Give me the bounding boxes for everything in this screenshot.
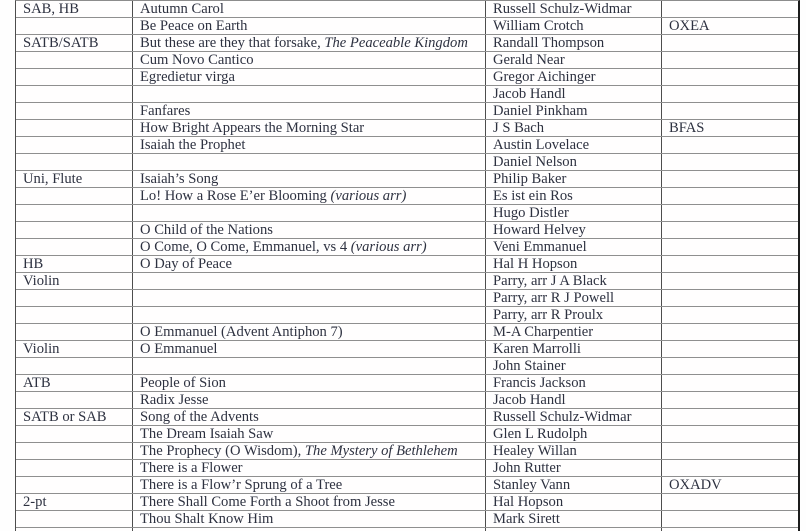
code-cell bbox=[662, 358, 798, 374]
title-text: O Emmanuel (Advent Antiphon 7) bbox=[140, 324, 343, 340]
code-cell bbox=[662, 103, 798, 119]
table-row bbox=[16, 392, 798, 409]
title-text: But these are they that forsake, bbox=[140, 35, 325, 51]
title-cell bbox=[133, 273, 486, 289]
title-cell bbox=[133, 137, 486, 153]
title-text: There Shall Come Forth a Shoot from Jesse bbox=[140, 494, 395, 510]
voicing-cell: SATB/SATB bbox=[16, 35, 133, 51]
voicing-cell: Uni, Flute bbox=[16, 171, 133, 187]
voicing-cell bbox=[16, 154, 133, 170]
voicing-cell bbox=[16, 137, 133, 153]
title-text: Fanfares bbox=[140, 103, 191, 119]
title-text: People of Sion bbox=[140, 375, 226, 391]
composer-cell: Daniel Nelson bbox=[486, 154, 662, 170]
table-row bbox=[16, 409, 798, 426]
composer-cell: Austin Lovelace bbox=[486, 137, 662, 153]
composer-cell: Daniel Pinkham bbox=[486, 103, 662, 119]
composer-cell: Gregor Aichinger bbox=[486, 69, 662, 85]
voicing-cell bbox=[16, 52, 133, 68]
code-cell bbox=[662, 188, 798, 204]
code-cell bbox=[662, 239, 798, 255]
voicing-cell: SATB or SAB bbox=[16, 409, 133, 425]
code-cell bbox=[662, 324, 798, 340]
code-cell bbox=[662, 1, 798, 17]
table-row bbox=[16, 426, 798, 443]
code-cell bbox=[662, 86, 798, 102]
title-text: How Bright Appears the Morning Star bbox=[140, 120, 365, 136]
composer-cell: J S Bach bbox=[486, 120, 662, 136]
table-row bbox=[16, 494, 798, 511]
code-cell bbox=[662, 273, 798, 289]
composer-cell: Stanley Vann bbox=[486, 477, 662, 493]
composer-cell: Hal Hopson bbox=[486, 494, 662, 510]
voicing-cell: Violin bbox=[16, 341, 133, 357]
voicing-cell bbox=[16, 443, 133, 459]
table-row bbox=[16, 120, 798, 137]
code-cell bbox=[662, 409, 798, 425]
voicing-cell bbox=[16, 477, 133, 493]
title-text: Autumn Carol bbox=[140, 1, 224, 17]
title-cell bbox=[133, 1, 486, 17]
title-text: O Child of the Nations bbox=[140, 222, 273, 238]
table-row bbox=[16, 239, 798, 256]
title-cell bbox=[133, 290, 486, 306]
title-cell bbox=[133, 205, 486, 221]
title-cell bbox=[133, 256, 486, 272]
title-text: There is a Flower bbox=[140, 460, 243, 476]
table-row bbox=[16, 154, 798, 171]
voicing-cell bbox=[16, 460, 133, 476]
table-row bbox=[16, 205, 798, 222]
title-cell bbox=[133, 392, 486, 408]
composer-cell: Mark Sirett bbox=[486, 511, 662, 527]
composer-cell: Es ist ein Ros bbox=[486, 188, 662, 204]
title-text: Isaiah’s Song bbox=[140, 171, 219, 187]
table-row bbox=[16, 443, 798, 460]
voicing-cell: 2-pt bbox=[16, 494, 133, 510]
title-text: O Emmanuel bbox=[140, 341, 218, 357]
table-row bbox=[16, 222, 798, 239]
table-row bbox=[16, 69, 798, 86]
table-row bbox=[16, 460, 798, 477]
table-row bbox=[16, 86, 798, 103]
title-text: Radix Jesse bbox=[140, 392, 209, 408]
code-cell: OXEA bbox=[669, 18, 710, 34]
table-row bbox=[16, 18, 798, 35]
table-row bbox=[16, 375, 798, 392]
voicing-cell bbox=[16, 86, 133, 102]
composer-cell: Jacob Handl bbox=[486, 86, 662, 102]
table-row bbox=[16, 511, 798, 528]
composer-cell: Jacob Handl bbox=[486, 392, 662, 408]
voicing-cell bbox=[16, 18, 133, 34]
title-cell bbox=[133, 171, 486, 187]
title-text: Be Peace on Earth bbox=[140, 18, 248, 34]
title-text: Egredietur virga bbox=[140, 69, 235, 85]
title-text: O Come, O Come, Emmanuel, vs 4 bbox=[140, 239, 351, 255]
title-cell bbox=[133, 120, 486, 136]
title-cell bbox=[133, 222, 486, 238]
title-cell bbox=[133, 409, 486, 425]
voicing-cell: ATB bbox=[16, 375, 133, 391]
title-cell bbox=[133, 341, 486, 357]
composer-cell: Randall Thompson bbox=[486, 35, 662, 51]
title-text: Lo! How a Rose E’er Blooming bbox=[140, 188, 331, 204]
table-row bbox=[16, 256, 798, 273]
title-cell bbox=[133, 324, 486, 340]
code-cell bbox=[662, 426, 798, 442]
code-cell bbox=[662, 69, 798, 85]
code-cell bbox=[662, 52, 798, 68]
voicing-cell bbox=[16, 69, 133, 85]
code-cell bbox=[662, 222, 798, 238]
code-cell bbox=[662, 460, 798, 476]
voicing-cell bbox=[16, 358, 133, 374]
code-cell: OXADV bbox=[669, 477, 722, 493]
title-text: Thou Shalt Know Him bbox=[140, 511, 274, 527]
composer-cell: Parry, arr R J Powell bbox=[486, 290, 662, 306]
table-row bbox=[16, 1, 798, 18]
table-row bbox=[16, 477, 798, 494]
title-cell bbox=[133, 154, 486, 170]
code-cell: BFAS bbox=[669, 120, 705, 136]
voicing-cell bbox=[16, 307, 133, 323]
title-cell bbox=[133, 443, 486, 459]
table-row bbox=[16, 324, 798, 341]
composer-cell: Francis Jackson bbox=[486, 375, 662, 391]
composer-cell: Russell Schulz-Widmar bbox=[486, 1, 662, 17]
title-italic-text: (various arr) bbox=[350, 239, 427, 255]
code-cell bbox=[662, 511, 798, 527]
voicing-cell bbox=[16, 324, 133, 340]
title-text: Song of the Advents bbox=[140, 409, 259, 425]
table-row bbox=[16, 137, 798, 154]
composer-cell: Russell Schulz-Widmar bbox=[486, 409, 662, 425]
voicing-cell bbox=[16, 205, 133, 221]
code-cell bbox=[662, 256, 798, 272]
voicing-cell: Violin bbox=[16, 273, 133, 289]
composer-cell: Parry, arr J A Black bbox=[486, 273, 662, 289]
table-row bbox=[16, 188, 798, 205]
composer-cell: Hugo Distler bbox=[486, 205, 662, 221]
table-row bbox=[16, 290, 798, 307]
voicing-cell bbox=[16, 222, 133, 238]
code-cell bbox=[662, 137, 798, 153]
code-cell bbox=[662, 307, 798, 323]
voicing-cell: HB bbox=[16, 256, 133, 272]
code-cell bbox=[662, 443, 798, 459]
composer-cell: Gerald Near bbox=[486, 52, 662, 68]
title-italic-text: The Peaceable Kingdom bbox=[324, 35, 468, 51]
voicing-cell: SAB, HB bbox=[16, 1, 133, 17]
composer-cell: Philip Baker bbox=[486, 171, 662, 187]
code-cell bbox=[662, 494, 798, 510]
composer-cell: Howard Helvey bbox=[486, 222, 662, 238]
code-cell bbox=[662, 290, 798, 306]
title-cell bbox=[133, 69, 486, 85]
code-cell bbox=[662, 341, 798, 357]
table-row bbox=[16, 52, 798, 69]
voicing-cell bbox=[16, 239, 133, 255]
composer-cell: William Crotch bbox=[486, 18, 662, 34]
title-cell bbox=[133, 494, 486, 510]
table-row bbox=[16, 103, 798, 120]
title-text: Isaiah the Prophet bbox=[140, 137, 246, 153]
code-cell bbox=[662, 375, 798, 391]
code-cell bbox=[662, 154, 798, 170]
code-cell bbox=[662, 171, 798, 187]
title-text: O Day of Peace bbox=[140, 256, 232, 272]
table-row bbox=[16, 341, 798, 358]
composer-cell: M-A Charpentier bbox=[486, 324, 662, 340]
title-cell bbox=[133, 426, 486, 442]
title-cell bbox=[133, 35, 486, 51]
title-italic-text: (various arr) bbox=[330, 188, 407, 204]
title-text: There is a Flow’r Sprung of a Tree bbox=[140, 477, 343, 493]
title-cell bbox=[133, 86, 486, 102]
composer-cell: Karen Marrolli bbox=[486, 341, 662, 357]
voicing-cell bbox=[16, 103, 133, 119]
voicing-cell bbox=[16, 290, 133, 306]
table-row bbox=[16, 35, 798, 52]
title-cell bbox=[133, 239, 486, 255]
title-italic-text: The Mystery of Bethlehem bbox=[304, 443, 458, 459]
table-row bbox=[16, 307, 798, 324]
code-cell bbox=[662, 205, 798, 221]
title-cell bbox=[133, 103, 486, 119]
composer-cell: Veni Emmanuel bbox=[486, 239, 662, 255]
voicing-cell bbox=[16, 511, 133, 527]
voicing-cell bbox=[16, 426, 133, 442]
title-cell bbox=[133, 188, 486, 204]
title-cell bbox=[133, 375, 486, 391]
title-cell bbox=[133, 307, 486, 323]
code-cell bbox=[662, 392, 798, 408]
voicing-cell bbox=[16, 392, 133, 408]
title-cell bbox=[133, 358, 486, 374]
title-cell bbox=[133, 477, 486, 493]
composer-cell: Glen L Rudolph bbox=[486, 426, 662, 442]
composer-cell: John Stainer bbox=[486, 358, 662, 374]
title-text: Cum Novo Cantico bbox=[140, 52, 254, 68]
composer-cell: Healey Willan bbox=[486, 443, 662, 459]
voicing-cell bbox=[16, 188, 133, 204]
composer-cell: Parry, arr R Proulx bbox=[486, 307, 662, 323]
table-row bbox=[16, 358, 798, 375]
table-row bbox=[16, 273, 798, 290]
composer-cell: Hal H Hopson bbox=[486, 256, 662, 272]
title-text: The Prophecy (O Wisdom), bbox=[140, 443, 305, 459]
title-cell bbox=[133, 511, 486, 527]
title-cell bbox=[133, 460, 486, 476]
repertoire-table bbox=[15, 0, 800, 531]
code-cell bbox=[662, 35, 798, 51]
table-row bbox=[16, 171, 798, 188]
title-text: The Dream Isaiah Saw bbox=[140, 426, 274, 442]
composer-cell: John Rutter bbox=[486, 460, 662, 476]
title-cell bbox=[133, 18, 486, 34]
title-cell bbox=[133, 52, 486, 68]
voicing-cell bbox=[16, 120, 133, 136]
